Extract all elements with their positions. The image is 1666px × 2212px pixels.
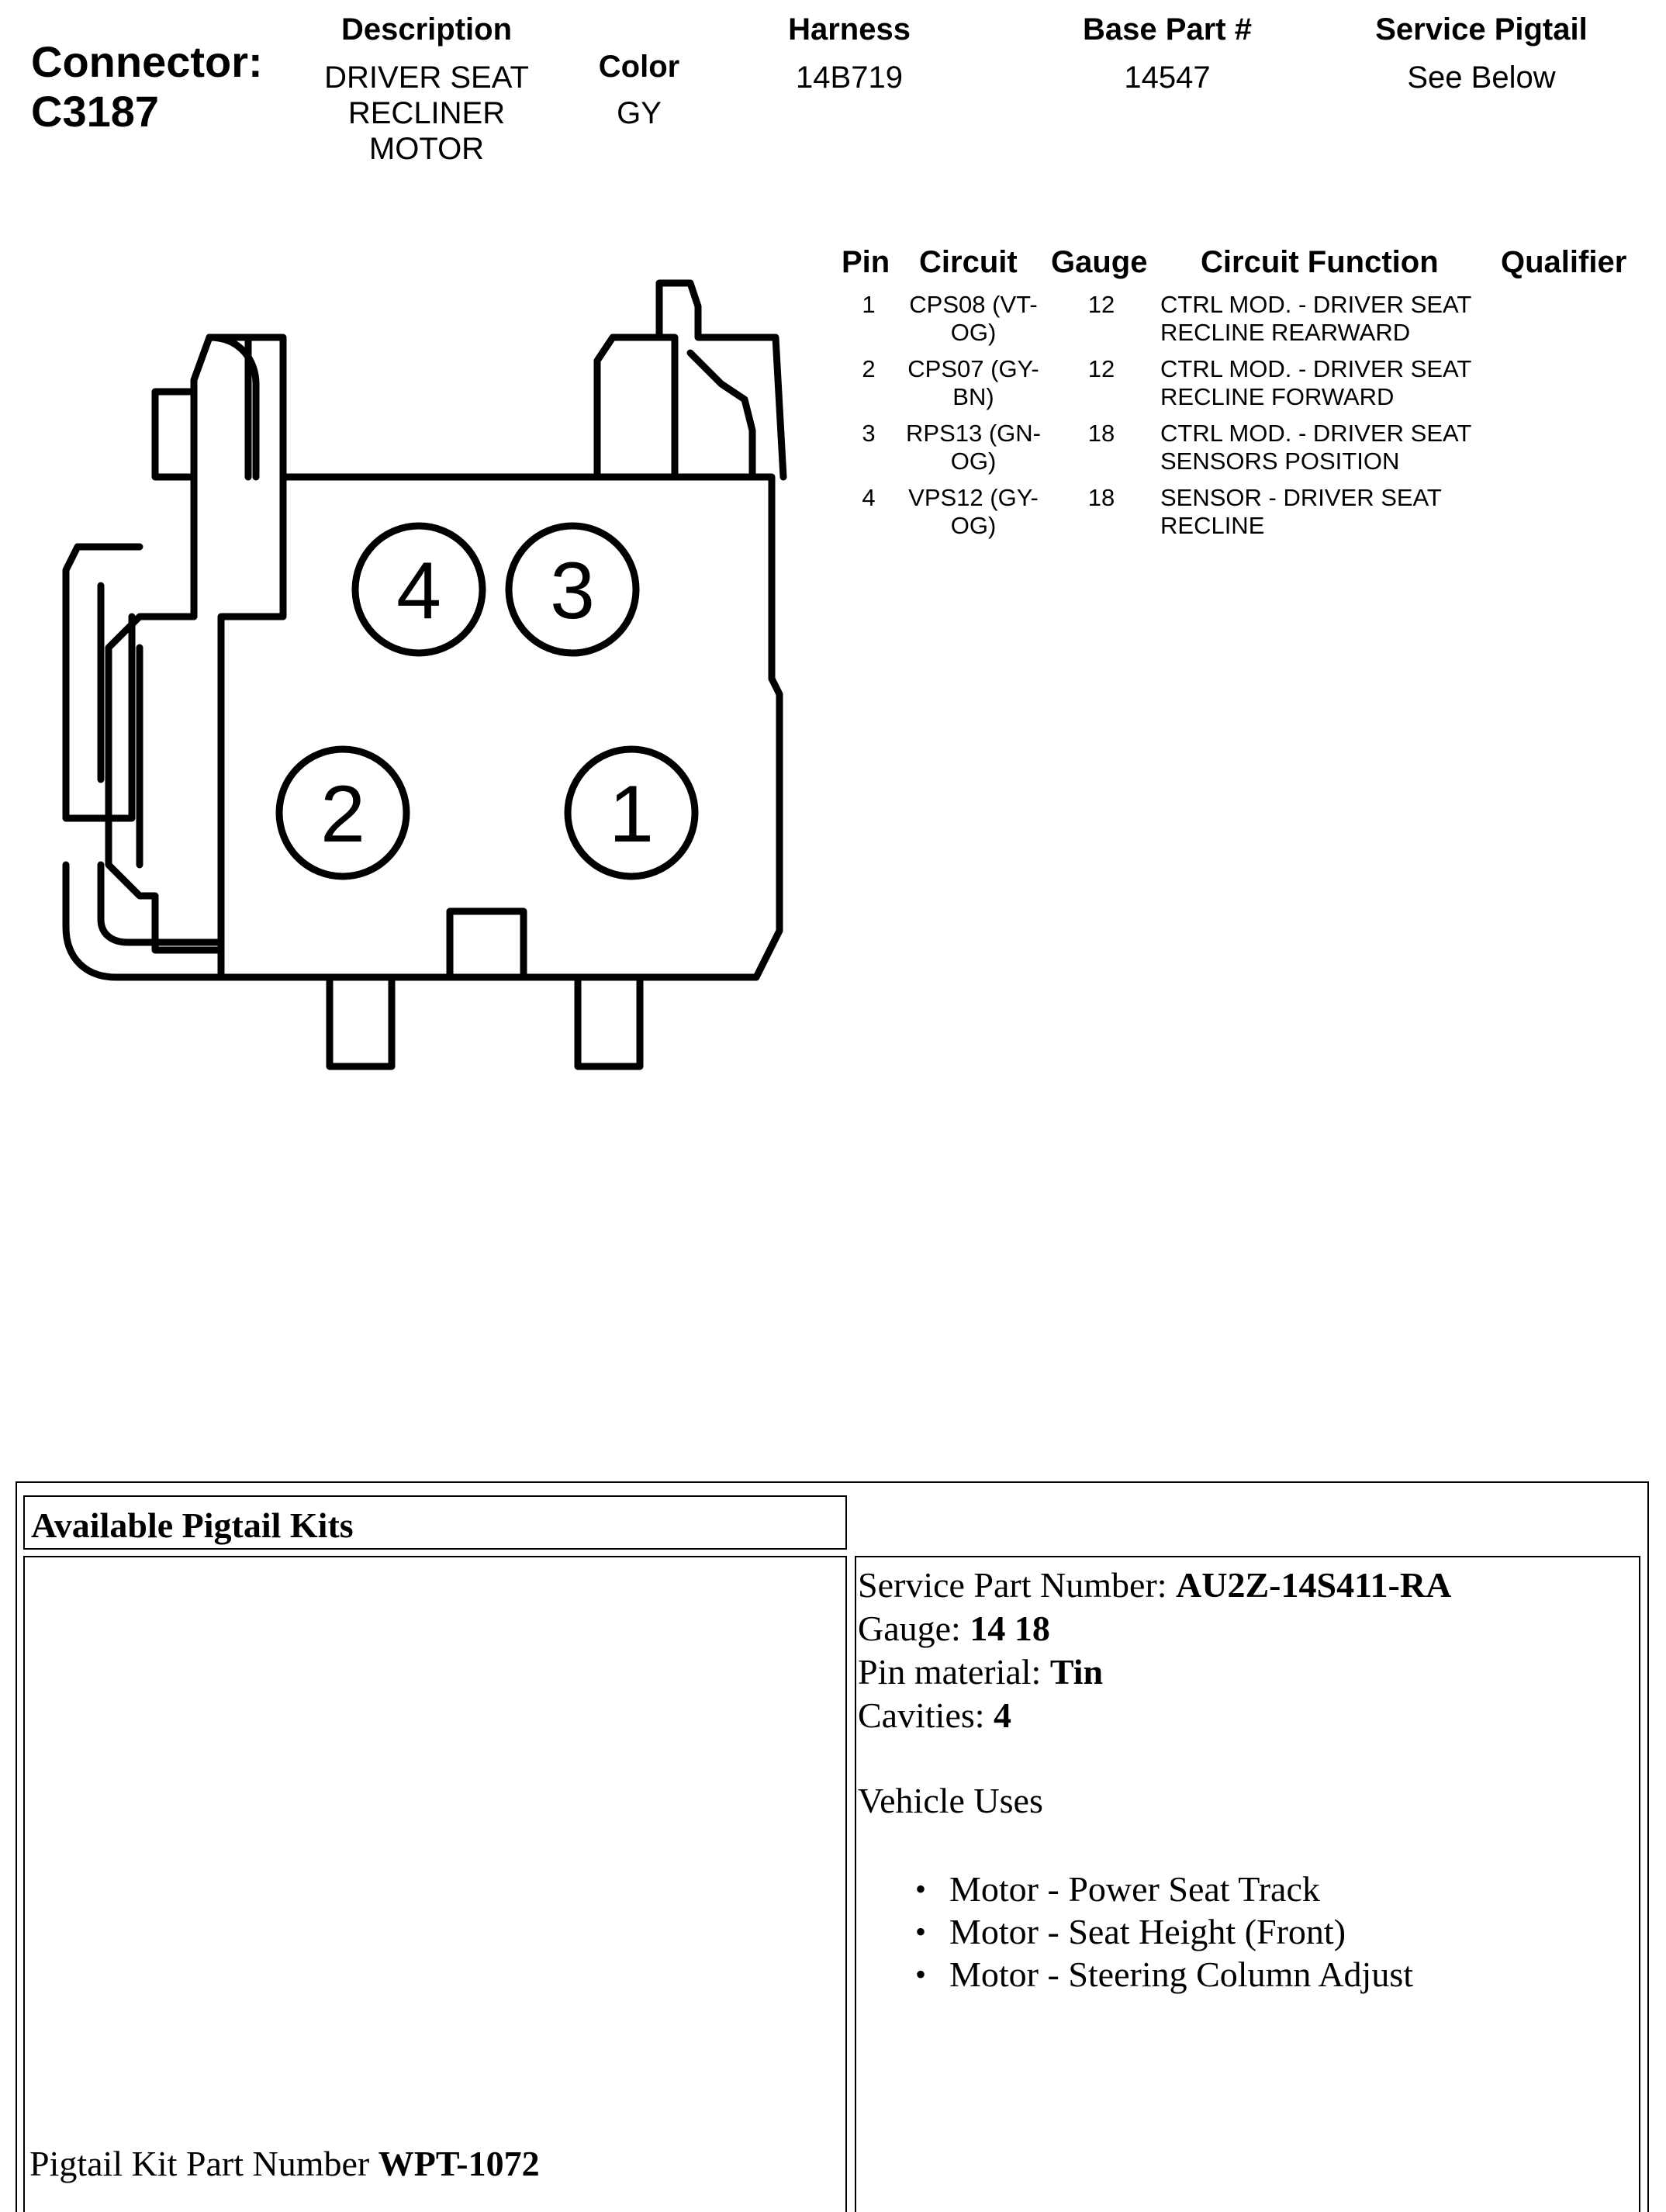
color-header: Color — [598, 50, 680, 84]
qualifier-col-header: Qualifier — [1501, 245, 1627, 279]
function-cell: CTRL MOD. - DRIVER SEAT RECLINE REARWARD — [1160, 291, 1472, 346]
function-cell: SENSOR - DRIVER SEAT RECLINE — [1160, 484, 1442, 539]
pin-label-2: 2 — [320, 769, 365, 859]
circuit-cell: CPS08 (VT- OG) — [909, 291, 1038, 346]
pin-label-3: 3 — [550, 546, 595, 636]
connector-id: C3187 — [31, 87, 160, 136]
gauge-cell: 12 — [1087, 355, 1115, 382]
list-item: • Motor - Steering Column Adjust — [904, 1953, 1637, 1996]
service-pigtail-value: See Below — [1407, 60, 1556, 95]
kit-details-cell — [855, 1556, 1640, 2212]
kit-image-cell — [23, 1556, 847, 2212]
right-latch — [597, 337, 675, 477]
lock-clip — [109, 617, 221, 950]
circuit-col-header: Circuit — [919, 245, 1018, 279]
kit-part-number: Pigtail Kit Part Number WPT-1072 — [29, 2144, 540, 2183]
bottom-post-left — [330, 977, 392, 1066]
vehicle-uses-label: Vehicle Uses — [858, 1781, 1043, 1820]
base-part-value: 14547 — [1124, 60, 1211, 95]
list-item: • Motor - Seat Height (Front) — [904, 1910, 1637, 1953]
pin-number: 1 — [862, 291, 876, 318]
gauge-cell: 18 — [1087, 484, 1115, 511]
gauge-col-header: Gauge — [1051, 245, 1148, 279]
list-item: • Motor - Power Seat Track — [904, 1868, 1637, 1910]
function-col-header: Circuit Function — [1201, 245, 1439, 279]
pin-label-4: 4 — [396, 546, 441, 636]
latch-frame — [194, 337, 283, 617]
kits-title: Available Pigtail Kits — [31, 1505, 354, 1545]
harness-header: Harness — [788, 12, 911, 47]
description-value: DRIVER SEAT RECLINER MOTOR — [324, 60, 529, 166]
function-cell: CTRL MOD. - DRIVER SEAT SENSORS POSITION — [1160, 420, 1472, 475]
pin-label-1: 1 — [609, 769, 654, 859]
service-pigtail-header: Service Pigtail — [1375, 12, 1588, 47]
kits-title-cell — [23, 1495, 847, 1550]
connector-face-diagram — [54, 275, 791, 1074]
description-header: Description — [340, 12, 513, 47]
pin-number: 3 — [862, 420, 876, 447]
vehicle-uses-list — [904, 1868, 1637, 1996]
pin-number: 4 — [862, 484, 876, 511]
circuit-cell: VPS12 (GY- OG) — [908, 484, 1039, 539]
harness-value: 14B719 — [796, 60, 903, 95]
pin-material: Pin material: Tin — [858, 1652, 1104, 1692]
keyway — [450, 911, 524, 977]
service-part-number: Service Part Number: AU2Z-14S411-RA — [858, 1565, 1452, 1605]
gauge-cell: 12 — [1087, 291, 1115, 318]
gauge-info: Gauge: 14 18 — [858, 1609, 1050, 1648]
pin-number: 2 — [862, 355, 876, 382]
circuit-cell: CPS07 (GY- BN) — [907, 355, 1039, 410]
circuit-cell: RPS13 (GN- OG) — [906, 420, 1041, 475]
base-part-header: Base Part # — [1083, 12, 1252, 47]
color-value: GY — [617, 96, 662, 130]
pin-col-header: Pin — [842, 245, 890, 279]
cavities: Cavities: 4 — [858, 1695, 1012, 1735]
function-cell: CTRL MOD. - DRIVER SEAT RECLINE FORWARD — [1160, 355, 1472, 410]
connector-body — [221, 477, 779, 977]
gauge-cell: 18 — [1087, 420, 1115, 447]
bottom-post-right — [578, 977, 640, 1066]
connector-label: Connector: — [31, 37, 263, 86]
